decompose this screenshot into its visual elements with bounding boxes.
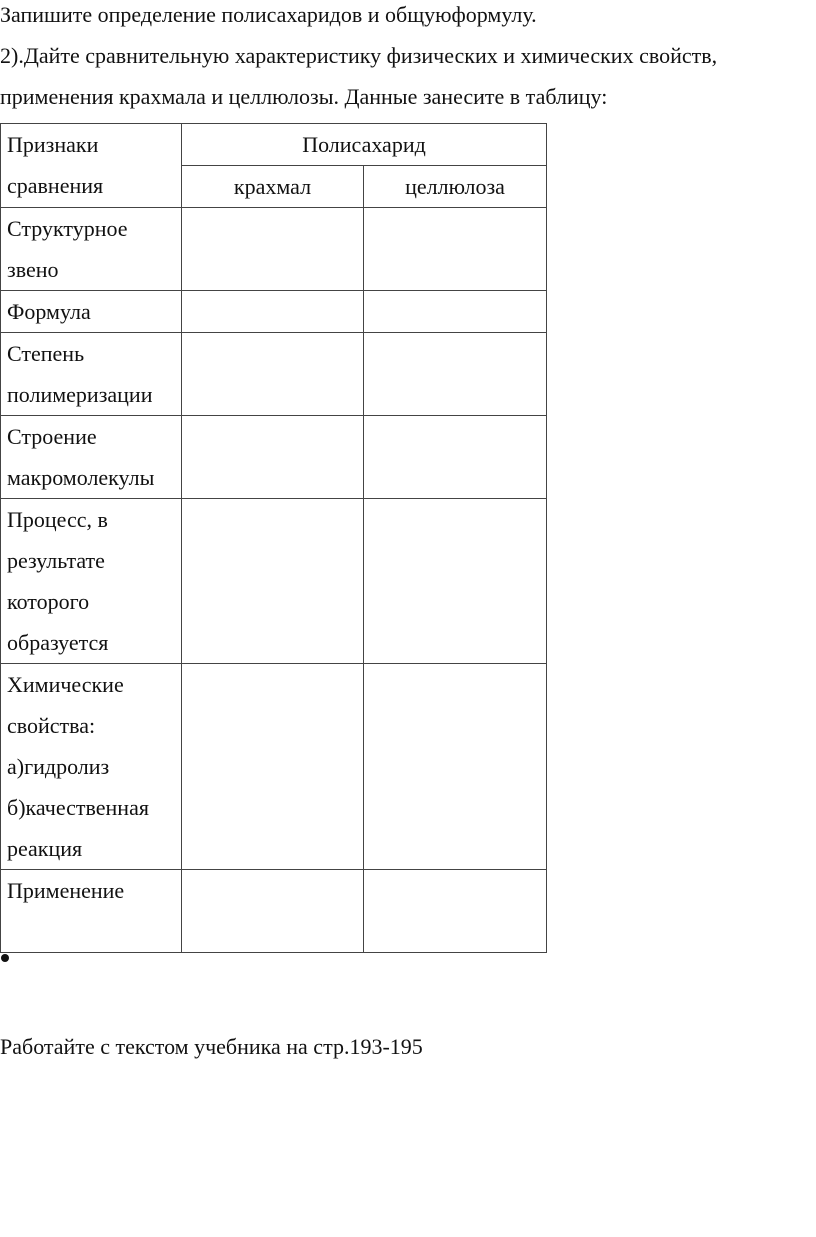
cell-starch-formation-process[interactable] — [182, 499, 364, 664]
cell-cellulose-chemical-properties[interactable] — [364, 664, 547, 870]
cell-starch-chemical-properties[interactable] — [182, 664, 364, 870]
row-label-formula: Формула — [1, 291, 182, 333]
cell-cellulose-structural-unit[interactable] — [364, 208, 547, 291]
row-label-application: Применение — [1, 870, 182, 953]
row-label-macromolecule-structure: Строение макромолекулы — [1, 416, 182, 499]
footer-note: Работайте с текстом учебника на стр.193-195 — [0, 1034, 423, 1059]
cell-starch-polymerization-degree[interactable] — [182, 333, 364, 416]
instruction-line-1: Запишите определение полисахаридов и общуюформулу. — [0, 2, 537, 27]
cell-starch-structural-unit[interactable] — [182, 208, 364, 291]
comparison-table — [0, 123, 547, 953]
row-label-formation-process: Процесс, в результате которого образуется — [1, 499, 182, 664]
row-label-polymerization-degree: Степень полимеризации — [1, 333, 182, 416]
cell-cellulose-polymerization-degree[interactable] — [364, 333, 547, 416]
row-label-chemical-properties: Химические свойства: а)гидролиз б)качественная реакция — [1, 664, 182, 870]
instruction-line-2: 2).Дайте сравнительную характеристику физических и химических свойств, — [0, 43, 718, 68]
cell-starch-macromolecule-structure[interactable] — [182, 416, 364, 499]
header-starch-cell: крахмал — [182, 166, 364, 208]
cell-cellulose-formula[interactable] — [364, 291, 547, 333]
cell-cellulose-macromolecule-structure[interactable] — [364, 416, 547, 499]
header-criteria-cell: Признаки сравнения — [1, 124, 182, 208]
instruction-line-3: применения крахмала и целлюлозы. Данные занесите в таблицу: — [0, 84, 608, 109]
cell-cellulose-formation-process[interactable] — [364, 499, 547, 664]
bullet-icon — [1, 954, 9, 962]
cell-starch-formula[interactable] — [182, 291, 364, 333]
cell-cellulose-application[interactable] — [364, 870, 547, 953]
cell-starch-application[interactable] — [182, 870, 364, 953]
header-polysaccharide-cell: Полисахарид — [182, 124, 547, 166]
header-cellulose-cell: целлюлоза — [364, 166, 547, 208]
row-label-structural-unit: Структурное звено — [1, 208, 182, 291]
